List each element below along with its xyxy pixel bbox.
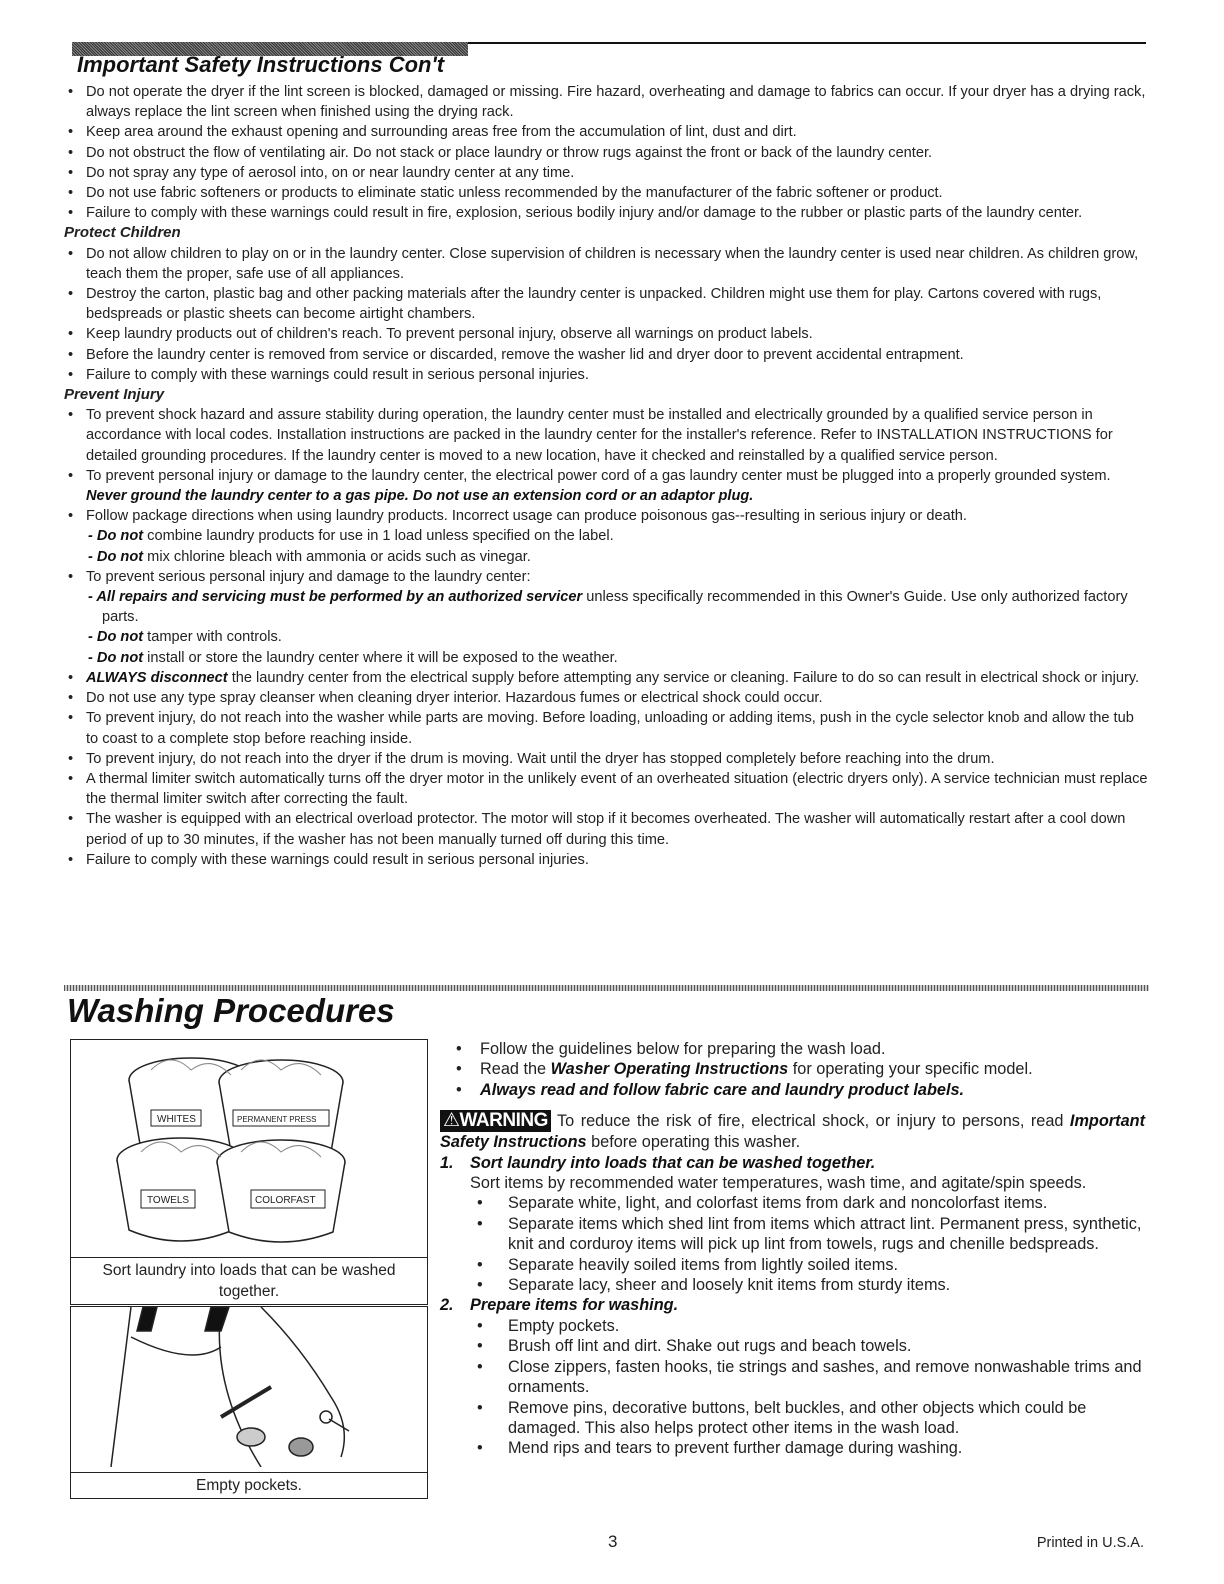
body-text: combine laundry products for use in 1 load unless specified on the label.: [143, 528, 614, 545]
bullet-icon: •: [68, 467, 74, 484]
body-text: To reduce the risk of fire, electrical shock, or injury to persons, read: [550, 1112, 1070, 1131]
step-number: 2.: [440, 1296, 454, 1315]
bullet-item: [64, 203, 1149, 223]
emphasis-text: Washer Operating Instructions: [550, 1060, 789, 1079]
bullet-item: [64, 769, 1149, 809]
bullet-item: [64, 324, 1149, 344]
bullet-icon: •: [477, 1255, 483, 1274]
page-number: 3: [608, 1532, 618, 1551]
bullet-icon: •: [477, 1214, 483, 1233]
bullet-icon: •: [477, 1276, 483, 1295]
bullet-icon: •: [68, 346, 74, 363]
body-text: To prevent serious personal injury and damage to the laundry center:: [86, 568, 531, 585]
figure-caption: Sort laundry into loads that can be washed together.: [71, 1257, 427, 1304]
emphasis-text: - Do not: [88, 629, 144, 646]
bullet-icon: •: [68, 124, 74, 141]
step-heading: [440, 1153, 1145, 1173]
emphasis-text: - Do not: [88, 649, 144, 666]
bullet-item: [440, 1357, 1145, 1398]
step-number: 1.: [440, 1153, 454, 1172]
body-text: Do not use fabric softeners or products to eliminate static unless recommended by the manufacturer of the fabric softener or product.: [86, 185, 943, 202]
body-text: Follow the guidelines below for preparing the wash load.: [480, 1040, 886, 1058]
bullet-item: [64, 122, 1149, 142]
bullet-icon: •: [456, 1080, 462, 1099]
warning-statement: [440, 1110, 1145, 1152]
pants-pocket-illustration: [71, 1307, 427, 1467]
bullet-item: [64, 345, 1149, 365]
body-text: Prevent Injury: [64, 386, 165, 404]
bullet-item: [440, 1398, 1145, 1439]
bullet-item: [440, 1438, 1145, 1458]
bullet-icon: •: [68, 669, 74, 686]
figure-sort-laundry: [70, 1039, 428, 1305]
emphasis-text: - All repairs and servicing must be performed by an authorized servicer: [88, 589, 583, 606]
step-text: [440, 1173, 1145, 1193]
body-text: The washer is equipped with an electrical overload protector. The motor will stop if it becomes overheated. The washer will automatically restart after a cool down period of up to 30 minutes, if the washer has not been manually turned off during this time.: [86, 811, 1126, 848]
emphasis-text: Always read and follow fabric care and laundry product labels.: [480, 1080, 965, 1099]
bullet-icon: •: [68, 245, 74, 262]
bullet-icon: •: [477, 1439, 483, 1458]
body-text: Do not operate the dryer if the lint screen is blocked, damaged or missing. Fire hazard, overheating and damage to fabrics can occur. If your dryer has a drying rack, always replace the lint screen when finished using the drying rack.: [86, 84, 1146, 121]
bullet-icon: •: [477, 1337, 483, 1356]
body-text: Remove pins, decorative buttons, belt buckles, and other objects which could be damaged. This also helps protect other items in the wash load.: [508, 1398, 1087, 1437]
body-text: Protect Children: [64, 224, 181, 242]
bullet-item: [64, 850, 1149, 870]
basket-label-colorfast: COLORFAST: [255, 1195, 316, 1206]
body-text: Brush off lint and dirt. Shake out rugs and beach towels.: [508, 1337, 912, 1356]
body-text: Failure to comply with these warnings could result in fire, explosion, serious bodily injury and/or damage to the rubber or plastic parts of the laundry center.: [86, 205, 1083, 222]
body-text: Separate heavily soiled items from lightly soiled items.: [508, 1255, 899, 1274]
bullet-icon: •: [477, 1357, 483, 1376]
bullet-item: [440, 1255, 1145, 1275]
printed-in: Printed in U.S.A.: [1036, 1535, 1144, 1551]
subsection-heading: [64, 385, 1149, 405]
bullet-icon: •: [68, 750, 74, 767]
step-heading: [440, 1295, 1145, 1315]
bullet-icon: •: [68, 326, 74, 343]
sub-item: [64, 587, 1149, 627]
emphasis-text: Prepare items for washing.: [470, 1296, 679, 1315]
emphasis-text: Important Safety Instructions: [440, 1112, 1145, 1152]
bullet-icon: •: [68, 568, 74, 585]
bullet-item: [440, 1193, 1145, 1213]
sub-item: [64, 627, 1149, 647]
section-title: Important Safety Instructions Con't: [77, 52, 445, 77]
body-text: Failure to comply with these warnings could result in serious personal injuries.: [86, 366, 589, 383]
body-text: Sort items by recommended water temperatures, wash time, and agitate/spin speeds.: [470, 1174, 1087, 1193]
body-text: Do not spray any type of aerosol into, on or near laundry center at any time.: [86, 164, 575, 181]
bullet-item: [64, 244, 1149, 284]
body-text: To prevent injury, do not reach into the washer while parts are moving. Before loading, unloading or adding items, push in the cycle selector knob and allow the tub to coast to a complete stop before reaching inside.: [86, 710, 1134, 747]
bullet-item: [64, 688, 1149, 708]
body-text: Destroy the carton, plastic bag and other packing materials after the laundry center is unpacked. Children might use them for play. Cartons covered with rugs, bedspreads or plastic sheets can become airtight chambers.: [86, 286, 1102, 323]
bullet-item: [440, 1336, 1145, 1356]
bullet-icon: •: [477, 1398, 483, 1417]
body-text: tamper with controls.: [143, 629, 282, 646]
bullet-item: [64, 163, 1149, 183]
bullet-icon: •: [68, 508, 74, 525]
bullet-item: [64, 82, 1149, 122]
emphasis-text: - Do not: [88, 548, 144, 565]
bullet-item: [440, 1275, 1145, 1295]
body-text: Do not obstruct the flow of ventilating air. Do not stack or place laundry or throw rugs against the front or back of the laundry center.: [86, 144, 933, 161]
bullet-item: [64, 567, 1149, 587]
safety-instructions: [64, 82, 1149, 870]
basket-label-towels: TOWELS: [147, 1195, 190, 1206]
bullet-item: [64, 405, 1149, 466]
bullet-item: [440, 1080, 1145, 1100]
bullet-icon: •: [68, 205, 74, 222]
bullet-item: [64, 668, 1149, 688]
bullet-icon: •: [68, 144, 74, 161]
body-text: Separate lacy, sheer and loosely knit items from sturdy items.: [508, 1276, 951, 1295]
bullet-icon: •: [68, 164, 74, 181]
laundry-baskets-illustration: [71, 1040, 427, 1252]
body-text: Read the: [480, 1060, 551, 1079]
figure-empty-pockets: [70, 1306, 428, 1499]
warning-label: WARNING: [459, 1110, 548, 1132]
body-text: To prevent shock hazard and assure stability during operation, the laundry center must be installed and electrically grounded by a qualified service person in accordance with local codes. Installation instructions are packed in the laundry center for the installer's reference. Refer to INSTALLATION INSTRUCTIONS for detailed grounding procedures. If the laundry center is moved to a new location, have it checked and reinstalled by a qualified service person.: [86, 407, 1113, 464]
body-text: unless specifically recommended in this Owner's Guide. Use only authorized factory parts.: [102, 589, 1128, 626]
bullet-item: [64, 365, 1149, 385]
body-text: the laundry center from the electrical supply before attempting any service or cleaning. Failure to do so can result in electrical shock or injury.: [227, 669, 1140, 686]
body-text: Mend rips and tears to prevent further damage during washing.: [508, 1439, 963, 1458]
bullet-item: [64, 749, 1149, 769]
body-text: Keep area around the exhaust opening and surrounding areas free from the accumulation of lint, dust and dirt.: [86, 124, 797, 141]
sub-item: [64, 547, 1149, 567]
washing-instructions: [440, 1039, 1145, 1459]
bullet-item: [64, 708, 1149, 748]
figure-caption: Empty pockets.: [71, 1472, 427, 1498]
bullet-item: [64, 143, 1149, 163]
bullet-icon: •: [68, 690, 74, 707]
bullet-icon: •: [456, 1040, 462, 1058]
warning-badge: ⚠WARNING: [440, 1110, 551, 1132]
bullet-icon: •: [456, 1060, 462, 1079]
emphasis-text: - Do not: [88, 528, 144, 545]
bullet-icon: •: [68, 84, 74, 100]
bullet-item: [440, 1214, 1145, 1255]
sub-item: [64, 526, 1149, 546]
body-text: Separate items which shed lint from items which attract lint. Permanent press, synthetic, knit and corduroy items will pick up lint from towels, rugs and chenille bedspreads.: [508, 1214, 1142, 1254]
section-divider: [64, 985, 1149, 991]
body-text: before operating this washer.: [586, 1133, 801, 1152]
body-text: Failure to comply with these warnings could result in serious personal injuries.: [86, 851, 589, 868]
bullet-item: [440, 1316, 1145, 1336]
washing-title: Washing Procedures: [67, 992, 395, 1029]
body-text: To prevent injury, do not reach into the dryer if the drum is moving. Wait until the dryer has stopped completely before reaching into the drum.: [86, 750, 995, 767]
body-text: To prevent personal injury or damage to the laundry center, the electrical power cord of a gas laundry center must be plugged into a properly grounded system.: [86, 467, 1111, 484]
bullet-icon: •: [68, 407, 74, 424]
bullet-item: [64, 284, 1149, 324]
body-text: Close zippers, fasten hooks, tie strings and sashes, and remove nonwashable trims and ornaments.: [508, 1357, 1142, 1397]
bullet-icon: •: [68, 770, 74, 787]
subsection-heading: [64, 223, 1149, 243]
emphasis-text: Sort laundry into loads that can be washed together.: [470, 1153, 876, 1172]
bullet-item: [64, 183, 1149, 203]
bullet-item: [64, 506, 1149, 526]
bullet-icon: •: [477, 1194, 483, 1213]
emphasis-text: ALWAYS disconnect: [86, 669, 228, 686]
bullet-item: [64, 809, 1149, 849]
basket-label-whites: WHITES: [157, 1114, 196, 1125]
bullet-icon: •: [68, 851, 74, 868]
body-text: Do not allow children to play on or in the laundry center. Close supervision of children is necessary when the laundry center is used near children. As children grow, teach them the proper, safe use of all appliances.: [86, 245, 1139, 282]
body-text: install or store the laundry center where it will be exposed to the weather.: [143, 649, 618, 666]
body-text: Do not use any type spray cleanser when cleaning dryer interior. Hazardous fumes or electrical shock could occur.: [86, 690, 823, 707]
body-text: A thermal limiter switch automatically turns off the dryer motor in the unlikely event of an overheated situation (electric dryers only). A service technician must replace the thermal limiter switch after correcting the fault.: [86, 770, 1148, 808]
bullet-icon: •: [68, 286, 74, 303]
bullet-icon: •: [477, 1316, 483, 1335]
emphasis-text: Never ground the laundry center to a gas pipe. Do not use an extension cord or an adaptor plug.: [86, 488, 754, 505]
bullet-icon: •: [68, 811, 74, 828]
body-text: Separate white, light, and colorfast items from dark and noncolorfast items.: [508, 1194, 1048, 1213]
body-text: Follow package directions when using laundry products. Incorrect usage can produce poisonous gas--resulting in serious injury or death.: [86, 508, 967, 525]
sub-item: [64, 648, 1149, 668]
bullet-icon: •: [68, 366, 74, 383]
header-rule: [468, 42, 1146, 44]
body-text: Before the laundry center is removed from service or discarded, remove the washer lid and dryer door to prevent accidental entrapment.: [86, 346, 964, 363]
body-text: Empty pockets.: [508, 1316, 620, 1335]
bullet-icon: •: [68, 185, 74, 202]
bullet-item: [440, 1059, 1145, 1079]
body-text: Keep laundry products out of children's reach. To prevent personal injury, observe all warnings on product labels.: [86, 326, 813, 343]
body-text: for operating your specific model.: [788, 1060, 1033, 1079]
body-text: mix chlorine bleach with ammonia or acids such as vinegar.: [143, 548, 531, 565]
basket-label-permanent-press: PERMANENT PRESS: [237, 1115, 317, 1124]
bullet-icon: •: [68, 710, 74, 727]
bullet-item: [440, 1039, 1145, 1059]
bullet-item: [64, 466, 1149, 506]
